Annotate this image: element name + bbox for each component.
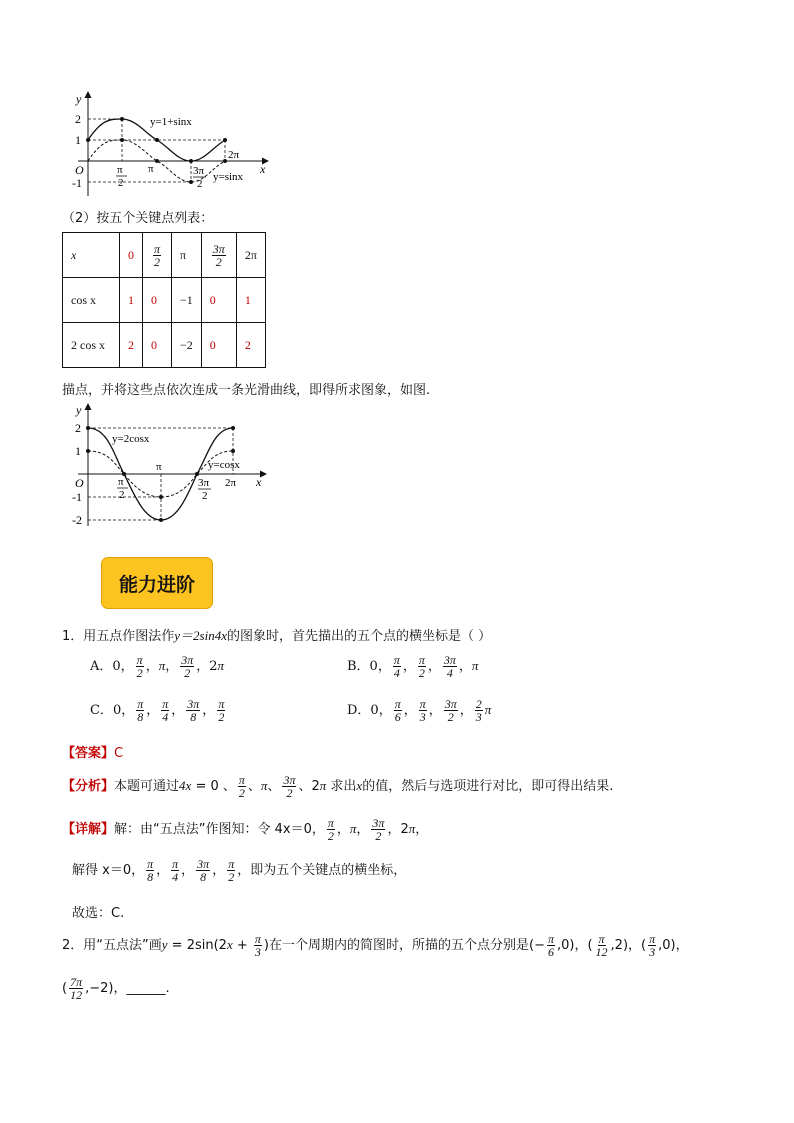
tick-2: 2 — [75, 421, 81, 435]
table-cell: −1 — [172, 278, 202, 323]
label-two-cos: y=2cosx — [112, 433, 150, 445]
table-row — [63, 233, 266, 278]
y-axis-label: y — [76, 403, 82, 417]
origin-label: O — [75, 163, 84, 177]
tick-2: 2 — [75, 112, 81, 126]
table-cell: 1 — [236, 278, 265, 323]
section-badge: 能力进阶 — [101, 557, 213, 609]
x-axis-label: x — [256, 475, 262, 489]
q1-option-a[interactable]: A．0， $\frac{\pi}{2}$ ，π， $\frac{3\pi}{2}$ ，2π — [90, 653, 225, 680]
q1-answer — [62, 742, 123, 761]
three-pi-half-den: 2 — [197, 178, 203, 190]
table-cell: π — [172, 233, 202, 278]
table-cell: $\frac{\pi}{2}$ — [143, 233, 172, 278]
detail-a: 解：由“五点法”作图知：令 4x＝0， — [114, 822, 325, 837]
graph-cos — [58, 400, 273, 530]
q2-stem-a: 2．用“五点法”画 — [62, 938, 162, 953]
two-pi-label: 2π — [228, 149, 240, 161]
table-cell: −2 — [172, 323, 202, 368]
table-cell: 0 — [143, 278, 172, 323]
table-row — [63, 323, 266, 368]
row-label: 2 cos x — [63, 323, 120, 368]
pi-half-num: π — [117, 164, 123, 176]
label-one-plus-sin: y=1+sinx — [150, 116, 192, 128]
table-cell: 0 — [201, 323, 236, 368]
three-pi-half-num: 3π — [198, 477, 210, 489]
q1-option-c[interactable]: C．0， $\frac{\pi}{8}$ ， $\frac{\pi}{4}$ ， $\frac{3\pi}{8}$ ， $\frac{\pi}{2}$ — [90, 697, 225, 724]
q2-stem-end: ，______. — [113, 981, 170, 996]
x-axis-label: x — [260, 162, 266, 176]
analysis-c: 的值，然后与选项进行对比，即可得出结果. — [362, 779, 614, 794]
label-cos: y=cosx — [208, 459, 240, 471]
tick-1: 1 — [75, 133, 81, 147]
q1-stem — [62, 625, 491, 644]
plot-sentence: 描点，并将这些点依次连成一条光滑曲线，即得所求图象，如图. — [62, 383, 431, 398]
q1-detail-solve: 解得 x＝0， $\frac{\pi}{8}$ ， $\frac{\pi}{4}$ ， $\frac{3\pi}{8}$ ， $\frac{\pi}{2}$ ，即为五个关键点的横坐标， — [72, 857, 407, 884]
row-label: cos x — [63, 278, 120, 323]
analysis-tag: 【分析】 — [62, 779, 115, 794]
answer-tag: 【答案】 — [62, 746, 115, 761]
q1-option-b[interactable]: B．0， $\frac{\pi}{4}$ ， $\frac{\pi}{2}$ ， $\frac{3\pi}{4}$ ，π — [347, 653, 479, 680]
q2-stem-b: 在一个周期内的简图时，所描的五个点分别是 — [268, 938, 529, 953]
q1-stem-b: 的图象时，首先描出的五个点的横坐标是（ ） — [227, 629, 492, 644]
row-label: x — [63, 233, 120, 278]
tick-neg1: -1 — [72, 176, 82, 190]
q2-stem: 2．用“五点法”画y = 2sin(2x + $\frac{\pi}{3}$ )在一个周期内的简图时，所描的五个点分别是(− $\frac{\pi}{6}$ ,0)，( $\frac{\pi}{12}$ ,2)，( $\frac{\pi}{3}$ ,0)， — [62, 932, 689, 959]
q1-conclusion: 故选：C. — [72, 906, 125, 921]
pi-half-den: 2 — [118, 177, 124, 189]
origin-label: O — [75, 476, 84, 490]
table-row — [63, 278, 266, 323]
table-cell: 0 — [143, 323, 172, 368]
label-sin: y=sinx — [213, 171, 244, 183]
q1-stem-a: 1．用五点作图法作 — [62, 629, 175, 644]
q1-analysis: 【分析】本题可通过4x = 0 、 $\frac{\pi}{2}$ 、π、 $\frac{3\pi}{2}$ 、2π 求出x的值，然后与选项进行对比，即可得出结果. — [62, 773, 614, 800]
two-pi-label: 2π — [225, 477, 237, 489]
pi-half-num: π — [118, 476, 124, 488]
three-pi-half-num: 3π — [193, 165, 205, 177]
tick-neg2: -2 — [72, 513, 82, 527]
detail-b: 解得 x＝0， — [72, 863, 145, 878]
tick-neg1: -1 — [72, 490, 82, 504]
q1-detail: 【详解】解：由“五点法”作图知：令 4x＝0， $\frac{\pi}{2}$ ，π， $\frac{3\pi}{2}$ ，2π， — [62, 816, 429, 843]
q1-function: y＝2sin4x — [174, 628, 227, 643]
pi-label: π — [156, 461, 162, 473]
table-cell: 0 — [120, 233, 143, 278]
pi-half-den: 2 — [119, 489, 125, 501]
table-cell: 1 — [120, 278, 143, 323]
pi-label: π — [148, 163, 154, 175]
detail-tag: 【详解】 — [62, 822, 115, 837]
table-cell: 2 — [236, 323, 265, 368]
tick-1: 1 — [75, 444, 81, 458]
graph-sin — [60, 88, 275, 200]
detail-c: ，即为五个关键点的横坐标， — [237, 863, 407, 878]
q1-option-d[interactable]: D．0， $\frac{\pi}{6}$ ， $\frac{\pi}{3}$ ， $\frac{3\pi}{2}$ ， $\frac{2}{3}$ π — [347, 697, 492, 724]
table-cell: $\frac{3\pi}{2}$ — [201, 233, 236, 278]
step2-heading: （2）按五个关键点列表： — [62, 211, 214, 226]
table-cell: 2 — [120, 323, 143, 368]
q2-stem-cont: ( $\frac{7\pi}{12}$ ,−2)，______. — [62, 975, 170, 1002]
analysis-b: 求出 — [330, 779, 357, 794]
y-axis-label: y — [76, 92, 82, 106]
table-cell: 2π — [236, 233, 265, 278]
three-pi-half-den: 2 — [202, 490, 208, 502]
answer-value: C — [114, 746, 124, 761]
table-cell: 0 — [201, 278, 236, 323]
value-table — [62, 232, 266, 368]
analysis-a: 本题可通过 — [114, 779, 180, 794]
